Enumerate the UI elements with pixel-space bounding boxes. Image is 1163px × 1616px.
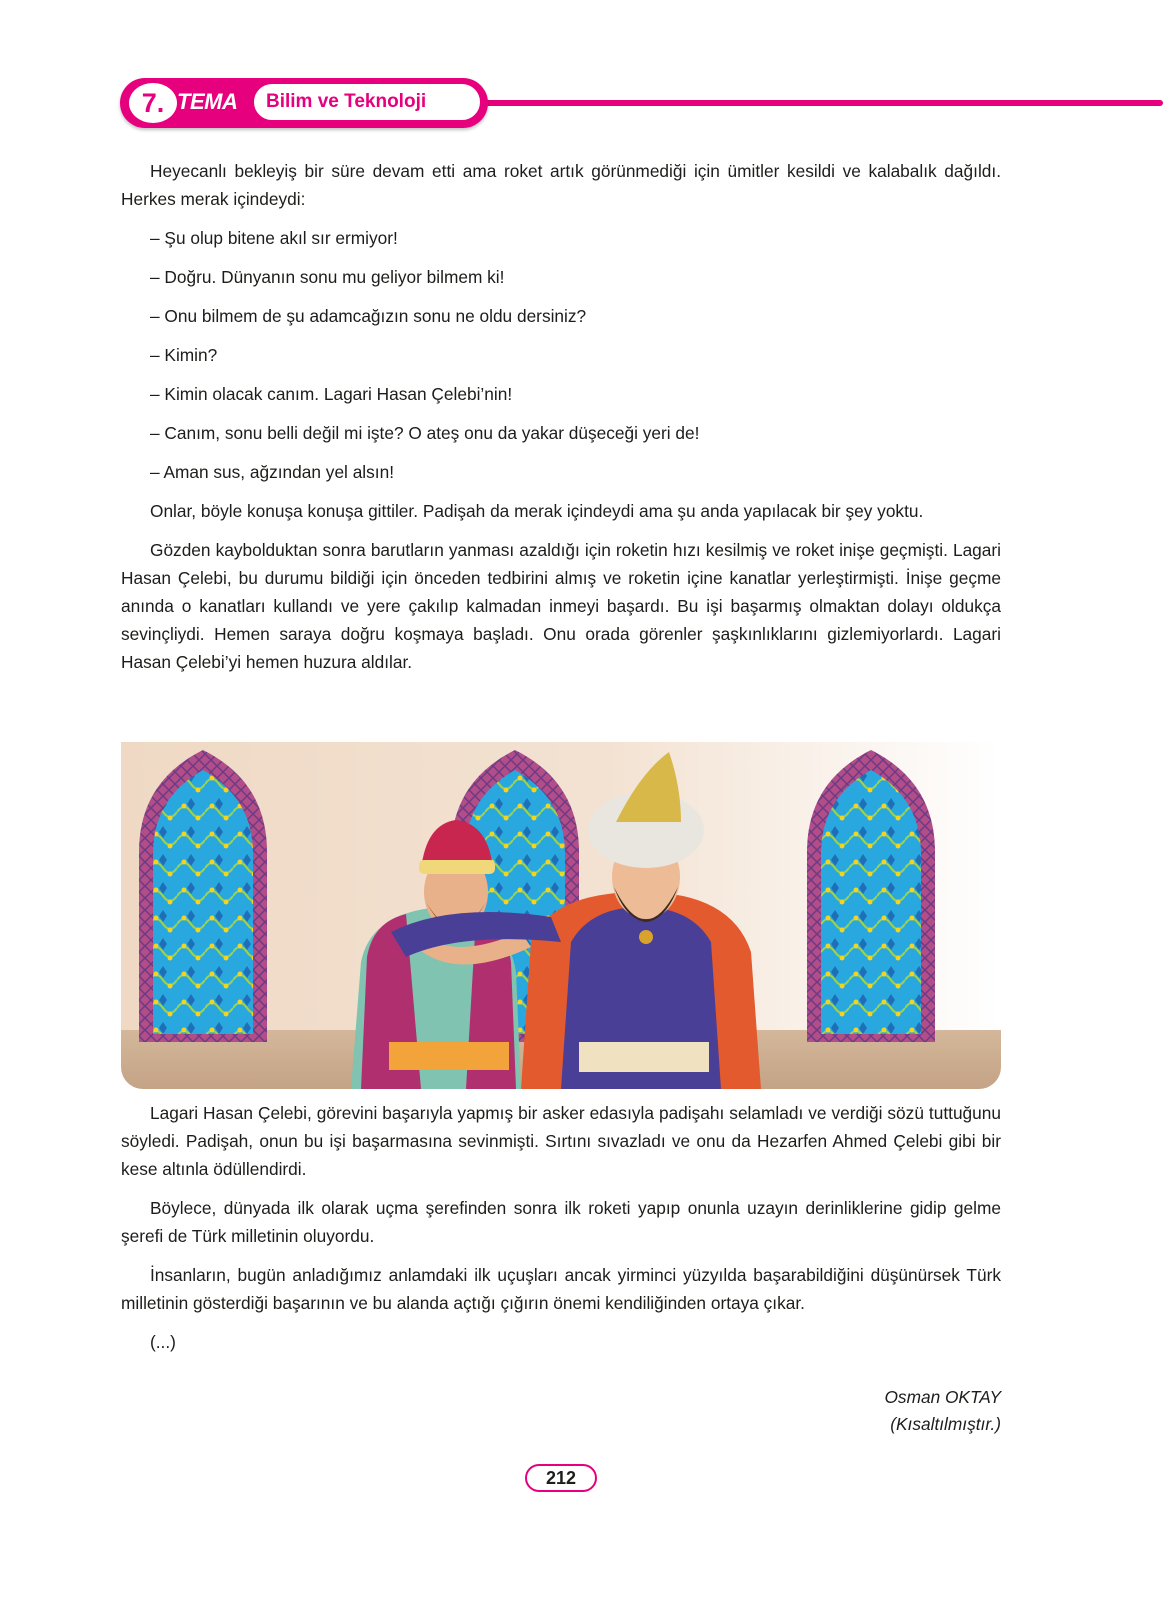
dialog-line: – Onu bilmem de şu adamcağızın sonu ne oldu dersiniz? bbox=[150, 306, 587, 326]
theme-number: 7. bbox=[126, 80, 180, 126]
dialog-line: – Kimin olacak canım. Lagari Hasan Çelebi’nin! bbox=[150, 384, 513, 404]
abridged-note: (Kısaltılmıştır.) bbox=[890, 1414, 1001, 1434]
header-rule bbox=[460, 100, 1163, 106]
theme-title: Bilim ve Teknoloji bbox=[266, 91, 427, 112]
paragraph-intro: Heyecanlı bekleyiş bir süre devam etti ama roket artık görünmediği için ümitler kesildi ve kalabalık dağıldı. Herkes merak içindeydi: bbox=[121, 161, 1001, 209]
paragraph-importance: İnsanların, bugün anladığımız anlamdaki ilk uçuşları ancak yirminci yüzyılda başarabildiğini düşünürsek Türk milletinin gösterdiği başarının ve bu alanda açtığı çığırın önemi kendiliğinden ortaya çıkar. bbox=[121, 1265, 1001, 1313]
dialog-line: – Canım, sonu belli değil mi işte? O ateş onu da yakar düşeceği yeri de! bbox=[150, 423, 700, 443]
dialog-line: – Aman sus, ağzından yel alsın! bbox=[150, 462, 395, 482]
theme-title-pill bbox=[252, 82, 482, 122]
paragraph-honor: Böylece, dünyada ilk olarak uçma şerefinden sonra ilk roketi yapıp onunla uzayın derinliklerine gidip gelme şerefi de Türk milletinin oluyordu. bbox=[121, 1198, 1001, 1246]
theme-label: TEMA bbox=[177, 89, 238, 114]
theme-header bbox=[120, 70, 1163, 138]
ellipsis-text: (...) bbox=[150, 1332, 176, 1352]
dialog-line: – Şu olup bitene akıl sır ermiyor! bbox=[150, 228, 398, 248]
paragraph-greeting: Lagari Hasan Çelebi, görevini başarıyla yapmış bir asker edasıyla padişahı selamladı ve verdiği sözü tuttuğunu söyledi. Padişah, onun bu işi başarmasına sevinmişti. Sırtını sıvazladı ve onu da Hezarfen Ahmed Çelebi gibi bir kese altınla ödüllendirdi. bbox=[121, 1103, 1001, 1179]
story-illustration bbox=[121, 742, 1001, 1089]
story-text-bottom bbox=[121, 1099, 1001, 1356]
theme-badge bbox=[120, 78, 488, 128]
paragraph-landing: Gözden kaybolduktan sonra barutların yanması azaldığı için roketin hızı kesilmiş ve roket inişe geçmişti. Lagari Hasan Çelebi, bu durumu bildiği için önceden tedbirini almış ve roketin içine kanatlar yerleştirmişti. İnişe geçme anında o kanatları kullandı ve yere çakılıp kalmadan inmeyi başardı. Bu işi başarmış olmaktan dolayı oldukça sevinçliydi. Hemen saraya doğru koşmaya başladı. Onu orada görenler şaşkınlıklarını gizlemiyorlardı. Lagari Hasan Çelebi’yi hemen huzura aldılar. bbox=[121, 540, 1001, 672]
dialog-line: – Doğru. Dünyanın sonu mu geliyor bilmem ki! bbox=[150, 267, 505, 287]
page-number: 212 bbox=[525, 1464, 597, 1492]
window-left bbox=[139, 750, 267, 1042]
paragraph-after-dialog: Onlar, böyle konuşa konuşa gittiler. Padişah da merak içindeydi ama şu anda yapılacak bir şey yoktu. bbox=[150, 501, 924, 521]
story-text-top bbox=[121, 157, 1001, 676]
dialog-list bbox=[121, 224, 1001, 486]
window-right bbox=[807, 750, 935, 1042]
attribution bbox=[884, 1384, 1001, 1438]
palace-scene-image bbox=[121, 742, 1001, 1089]
author-name: Osman OKTAY bbox=[884, 1387, 1001, 1407]
dialog-line: – Kimin? bbox=[150, 345, 218, 365]
